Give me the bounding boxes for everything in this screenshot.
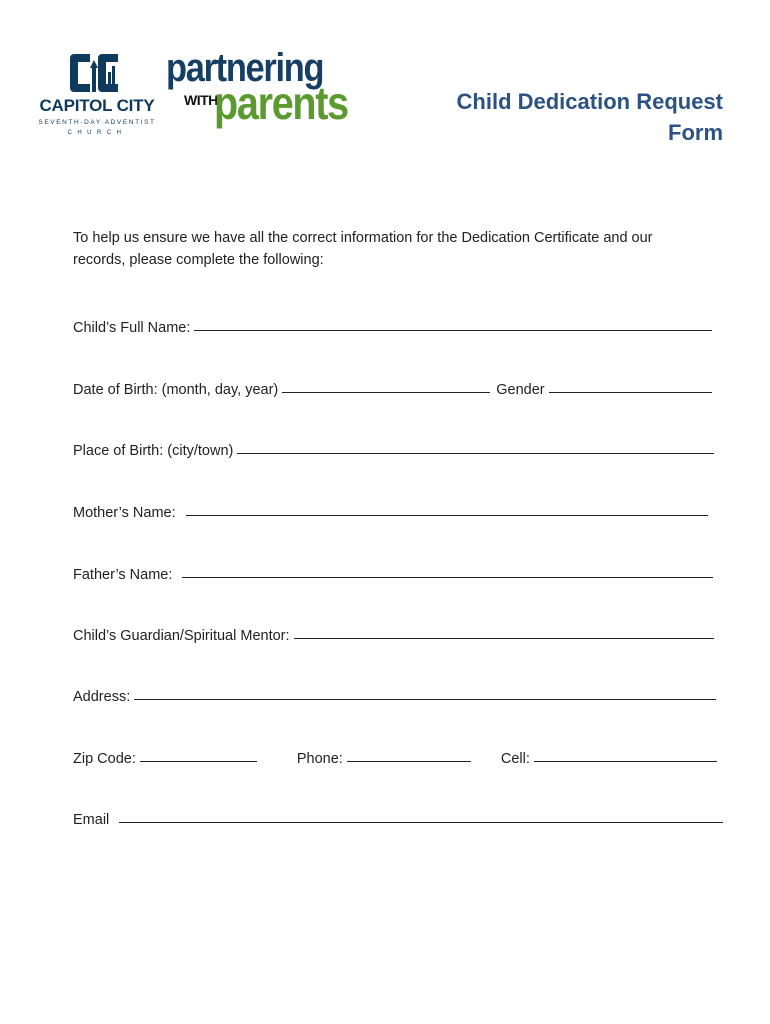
page-title [423,86,723,148]
father-name-input[interactable] [182,576,713,578]
guardian-row [73,622,722,644]
church-subtitle-2: CHURCH [67,130,127,136]
cc-monogram-icon [68,50,124,96]
zip-label: Zip Code: [73,751,136,767]
place-of-birth-input[interactable] [237,452,714,454]
phone-input[interactable] [347,760,471,762]
intro-text: To help us ensure we have all the correct information for the Dedication Certificate and our records, please complete the following: [73,230,653,268]
logo-word-partnering: partnering [166,46,324,90]
address-input[interactable] [134,698,716,700]
zip-input[interactable] [140,760,257,762]
title-line-2: Form [668,120,723,145]
phone-label: Phone: [296,751,343,767]
logo-word-with: WITH [184,92,218,108]
father-name-label: Father’s Name: [73,567,173,583]
title-line-1: Child Dedication Request [456,89,723,114]
guardian-label: Child’s Guardian/Spiritual Mentor: [73,628,290,644]
place-of-birth-row [73,437,722,459]
mother-name-input[interactable] [186,514,708,516]
cell-input[interactable] [534,760,717,762]
church-subtitle: SEVENTH-DAY ADVENTIST [38,119,156,126]
dob-gender-row [73,376,722,398]
cell-label: Cell: [500,751,530,767]
dob-label: Date of Birth: (month, day, year) [73,382,279,398]
email-row [73,806,723,828]
father-name-row [73,561,722,583]
church-logo [34,50,160,140]
gender-input[interactable] [549,391,712,393]
logo-word-parents: parents [214,77,348,129]
mother-name-label: Mother’s Name: [73,505,176,521]
email-input[interactable] [119,821,723,823]
email-label: Email [73,812,110,828]
child-name-row [73,314,722,336]
child-name-label: Child’s Full Name: [73,320,191,336]
gender-label: Gender [496,382,545,398]
partnering-with-parents-logo [166,46,351,137]
church-name: CAPITOL CITY [39,96,155,115]
zip-phone-cell-row [73,745,722,767]
place-of-birth-label: Place of Birth: (city/town) [73,443,234,459]
address-label: Address: [73,689,131,705]
dob-input[interactable] [282,391,490,393]
mother-name-row [73,499,722,521]
guardian-input[interactable] [294,637,714,639]
child-name-input[interactable] [194,329,712,331]
address-row [73,683,722,705]
